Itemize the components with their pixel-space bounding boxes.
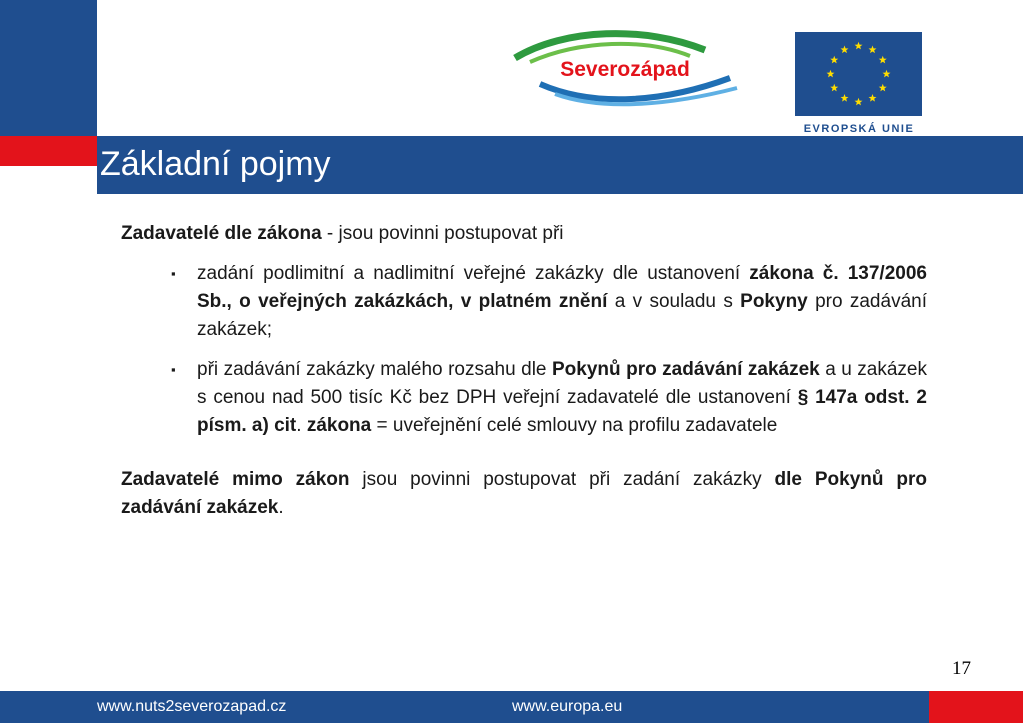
- footer-red-block: [929, 691, 1023, 723]
- logo-text: Severozápad: [560, 58, 690, 81]
- footer-link-europa[interactable]: www.europa.eu: [512, 698, 623, 715]
- eu-logo: [795, 32, 923, 135]
- list-item: ▪ při zadávání zakázky malého rozsahu dle Pokynů pro zadávání zakázek a u zakázek s cenou nad 500 tisíc Kč bez DPH veřejní zadavatelé dle ustanovení § 147a odst. 2 písm. a) cit. zákona = uveřejnění celé smlouvy na profilu zadavatele: [121, 356, 927, 440]
- eu-flag-icon: [795, 32, 922, 116]
- second-paragraph: Zadavatelé mimo zákon jsou povinni postupovat při zadání zakázky dle Pokynů pro zadávání zakázek.: [121, 469, 927, 518]
- bullet-icon: ▪: [171, 362, 176, 377]
- bullet-icon: ▪: [171, 266, 176, 281]
- left-blue-strip: [0, 0, 97, 136]
- left-red-strip: [0, 136, 97, 166]
- footer-link-severozapad[interactable]: www.nuts2severozapad.cz: [97, 698, 287, 715]
- eu-label: EVROPSKÁ UNIE: [803, 123, 915, 135]
- left-white-strip: [0, 166, 97, 194]
- content-body: [121, 220, 927, 522]
- bullet-list: [121, 260, 927, 440]
- intro-paragraph: Zadavatelé dle zákona - jsou povinni postupovat při: [121, 223, 564, 244]
- page-number: 17: [952, 658, 971, 679]
- page-title: Základní pojmy: [100, 145, 331, 183]
- list-item: ▪ zadání podlimitní a nadlimitní veřejné zakázky dle ustanovení zákona č. 137/2006 Sb., o veřejných zakázkách, v platném znění a v souladu s Pokyny pro zadávání zakázek;: [121, 260, 927, 344]
- severozapad-logo: [505, 28, 745, 108]
